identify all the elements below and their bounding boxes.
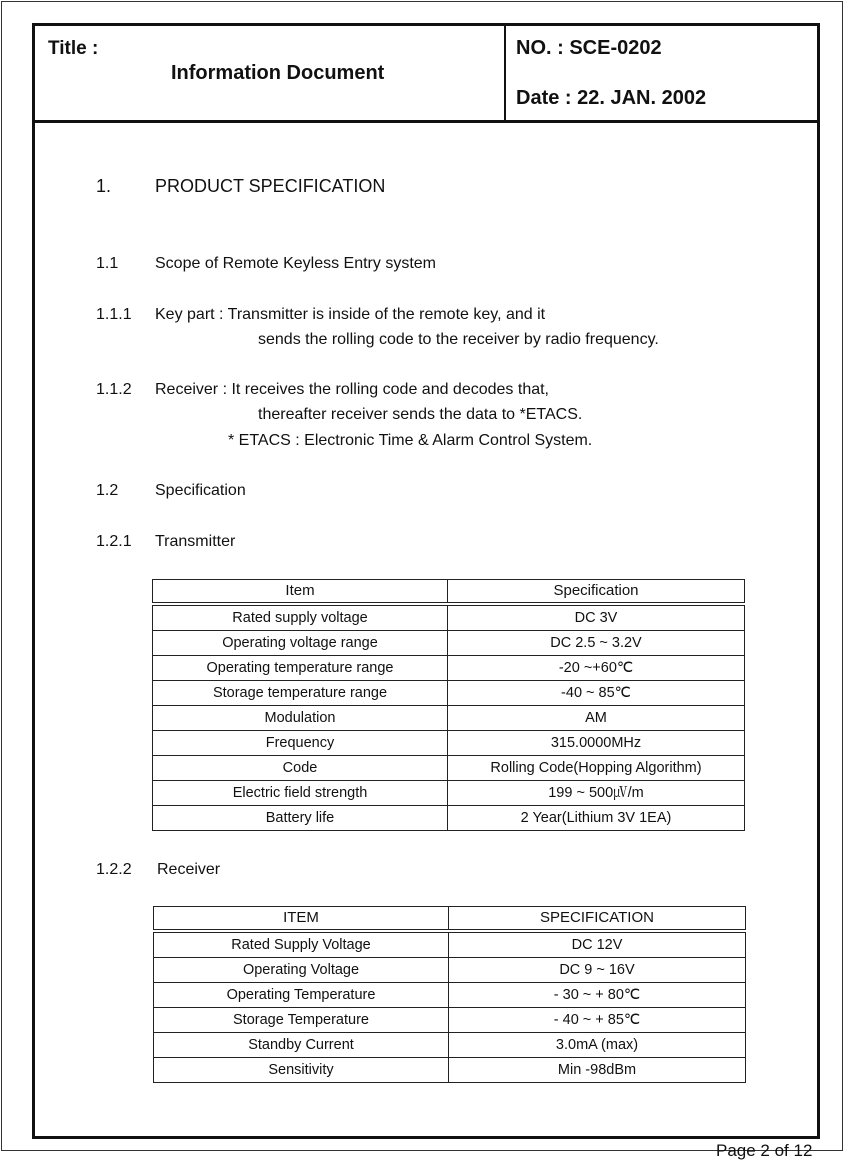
table-cell: Frequency [153,731,448,756]
column-header: ITEM [154,907,449,932]
document-title: Information Document [171,62,385,84]
column-header: SPECIFICATION [449,907,746,932]
table-row [153,681,745,706]
section-1-2-2-heading: Receiver [157,861,221,878]
table-cell: Standby Current [154,1033,449,1058]
table-cell: Modulation [153,706,448,731]
table-row [154,931,746,958]
table-cell: Rated supply voltage [153,604,448,631]
table-cell: Code [153,756,448,781]
table-cell: Operating voltage range [153,631,448,656]
document-number: NO. : SCE-0202 [516,37,662,59]
header-column-divider [504,23,506,123]
table-row [153,756,745,781]
section-1-1-2-line2: thereafter receiver sends the data to *ETACS. [258,406,583,423]
table-row [153,604,745,631]
table-cell: Operating Temperature [154,983,449,1008]
table-cell: Storage temperature range [153,681,448,706]
page-number: Page 2 of 12 [716,1141,813,1160]
table-cell: 3.0mA (max) [449,1033,746,1058]
table-cell: - 40 ~ + 85℃ [449,1008,746,1033]
section-1-1-1-number: 1.1.1 [96,306,132,323]
table-cell: Rated Supply Voltage [154,931,449,958]
etacs-note: * ETACS : Electronic Time & Alarm Control System. [228,432,593,449]
column-header: Specification [448,580,745,605]
section-1-1-1-line1: Key part : Transmitter is inside of the remote key, and it [155,306,546,323]
table-header-row [153,580,745,605]
section-1-2-1-number: 1.2.1 [96,533,132,550]
table-cell: Operating temperature range [153,656,448,681]
table-row [154,958,746,983]
table-cell: AM [448,706,745,731]
header-divider [32,120,820,123]
table-cell: 199 ~ 500㎶/m [448,781,745,806]
section-1-1-2-number: 1.1.2 [96,381,132,398]
table-cell: DC 2.5 ~ 3.2V [448,631,745,656]
table-row [153,781,745,806]
section-1-heading: PRODUCT SPECIFICATION [155,176,386,196]
table-row [153,631,745,656]
table-cell: -20 ~+60℃ [448,656,745,681]
receiver-spec-table [153,906,746,1083]
column-header: Item [153,580,448,605]
table-row [153,656,745,681]
table-cell: Operating Voltage [154,958,449,983]
table-cell: -40 ~ 85℃ [448,681,745,706]
section-1-2-1-heading: Transmitter [155,533,236,550]
section-1-1-heading: Scope of Remote Keyless Entry system [155,255,436,272]
table-cell: DC 12V [449,931,746,958]
table-row [153,731,745,756]
title-label: Title : [48,38,99,59]
section-1-1-2-line1: Receiver : It receives the rolling code and decodes that, [155,381,549,398]
table-row [153,806,745,831]
section-1-2-2-number: 1.2.2 [96,861,132,878]
table-row [154,1033,746,1058]
table-cell: Min -98dBm [449,1058,746,1083]
section-1-1-number: 1.1 [96,255,119,272]
table-row [154,1058,746,1083]
table-cell: Battery life [153,806,448,831]
table-header-row [154,907,746,932]
table-row [153,706,745,731]
section-1-1-1-line2: sends the rolling code to the receiver by radio frequency. [258,331,659,348]
table-cell: Rolling Code(Hopping Algorithm) [448,756,745,781]
table-cell: Electric field strength [153,781,448,806]
table-cell: 2 Year(Lithium 3V 1EA) [448,806,745,831]
table-row [154,983,746,1008]
table-cell: DC 9 ~ 16V [449,958,746,983]
table-cell: DC 3V [448,604,745,631]
table-cell: Storage Temperature [154,1008,449,1033]
table-cell: 315.0000MHz [448,731,745,756]
table-cell: Sensitivity [154,1058,449,1083]
document-date: Date : 22. JAN. 2002 [516,87,707,109]
section-1-number: 1. [96,176,112,196]
table-row [154,1008,746,1033]
transmitter-spec-table [152,579,745,831]
section-1-2-heading: Specification [155,482,246,499]
section-1-2-number: 1.2 [96,482,119,499]
table-cell: - 30 ~ + 80℃ [449,983,746,1008]
